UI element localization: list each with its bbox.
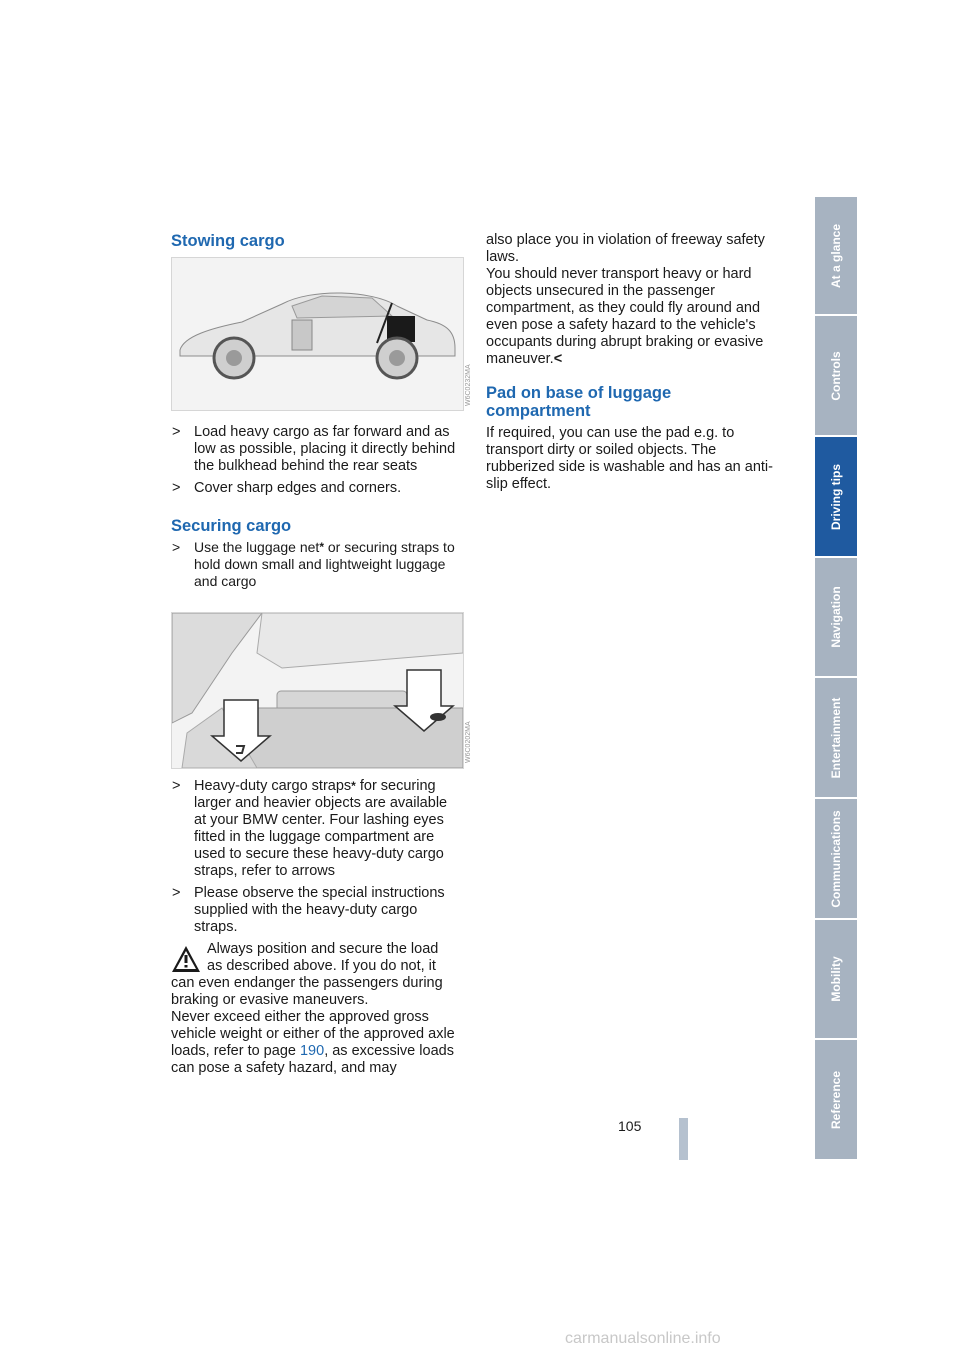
- tab-entertainment[interactable]: [815, 678, 857, 797]
- bullet-text: Cover sharp edges and corners.: [194, 480, 402, 496]
- warning-line-1: Always position and secure the load: [207, 941, 439, 957]
- bullet-text: Use the luggage net: [194, 539, 320, 555]
- section-title-pad: Pad on base of luggage compartment: [486, 384, 672, 420]
- tab-label: Reference: [829, 1070, 843, 1129]
- warning-paragraph-3: [486, 266, 778, 368]
- bullet-text: or securing straps to hold down small and lightweight luggage and cargo: [194, 539, 455, 589]
- warning-p2-text: Never exceed either the approved gross vehicle weight or either of the approved axle loads, refer to page: [171, 1009, 455, 1059]
- tab-label: Entertainment: [829, 697, 843, 778]
- warning-text: [171, 941, 463, 1077]
- page-reference-link[interactable]: 190: [299, 1043, 325, 1059]
- bullet-text: Load heavy cargo as far forward and as low as possible, placing it directly behind the bulkhead behind the rear seats: [194, 424, 456, 474]
- bullet-marker: >: [172, 424, 181, 440]
- tab-reference[interactable]: [815, 1040, 857, 1159]
- bullet-marker: >: [172, 539, 181, 555]
- figure-id-label: W6C0232MA: [465, 364, 472, 406]
- tab-mobility[interactable]: [815, 920, 857, 1038]
- optional-star: *: [319, 540, 324, 554]
- watermark: carmanualsonline.info: [565, 1330, 721, 1347]
- bullet-text: Heavy-duty cargo straps: [194, 778, 352, 794]
- tab-label: Mobility: [829, 956, 843, 1002]
- warning-line-2: as described above. If you do not, it: [207, 958, 436, 974]
- tab-label: Communications: [829, 809, 843, 908]
- tab-navigation[interactable]: [815, 558, 857, 676]
- tab-communications[interactable]: [815, 799, 857, 918]
- page-number: 105: [618, 1118, 642, 1134]
- section-title-securing: Securing cargo: [171, 517, 292, 535]
- pad-text: If required, you can use the pad e.g. to transport dirty or soiled objects. The rubberized side is washable and has an anti-slip effect.: [486, 425, 773, 492]
- car-side-illustration: [172, 258, 463, 410]
- tab-label: Driving tips: [829, 463, 843, 530]
- bullet-item: [171, 778, 463, 880]
- page-number-bar: [679, 1118, 688, 1160]
- bullet-text: for securing larger and heavier objects are available at your BMW center. Four lashing eyes fitted in the luggage compartment are used to secure these heavy-duty cargo straps, refer to arrows: [194, 778, 448, 879]
- bullet-item: [171, 885, 463, 936]
- tab-at-a-glance[interactable]: [815, 197, 857, 314]
- section-title-stowing: Stowing cargo: [171, 232, 285, 250]
- luggage-compartment-figure: [171, 612, 472, 769]
- bullet-item: [171, 480, 463, 497]
- bullet-marker: >: [172, 480, 181, 496]
- bullet-item: [171, 424, 463, 475]
- left-column: [171, 232, 463, 250]
- warning-p2-text-cont: , as excessive loads can pose a safety hazard, and may: [171, 1043, 454, 1076]
- car-side-figure: [171, 257, 472, 411]
- stowing-bullets: [171, 424, 463, 590]
- luggage-compartment-illustration: [172, 613, 463, 768]
- warning-paragraph-2: [171, 1009, 463, 1077]
- right-column: [486, 232, 778, 493]
- tab-label: Navigation: [829, 586, 843, 648]
- figure-id-label: W6C0202MA: [465, 721, 472, 763]
- optional-star: *: [351, 779, 356, 793]
- warning-continuation: also place you in violation of freeway safety laws.: [486, 232, 765, 265]
- bullet-marker: >: [172, 885, 181, 901]
- tab-label: At a glance: [829, 223, 843, 288]
- tab-label: Controls: [829, 350, 843, 401]
- bullet-text: Please observe the special instructions supplied with the heavy-duty cargo straps.: [194, 885, 445, 935]
- securing-bullets: [171, 778, 463, 936]
- bullet-item: [171, 539, 463, 590]
- bullet-marker: >: [172, 778, 181, 794]
- warning-p3-text: You should never transport heavy or hard objects unsecured in the passenger compartment, as they could fly around and even pose a safety hazard to the vehicle's occupants during abrupt braking or evasive maneuver.: [486, 266, 764, 367]
- end-mark: <: [553, 351, 563, 367]
- warning-line-rest: can even endanger the passengers during braking or evasive maneuvers.: [171, 975, 443, 1008]
- tab-driving-tips[interactable]: [815, 437, 857, 556]
- tab-controls[interactable]: [815, 316, 857, 435]
